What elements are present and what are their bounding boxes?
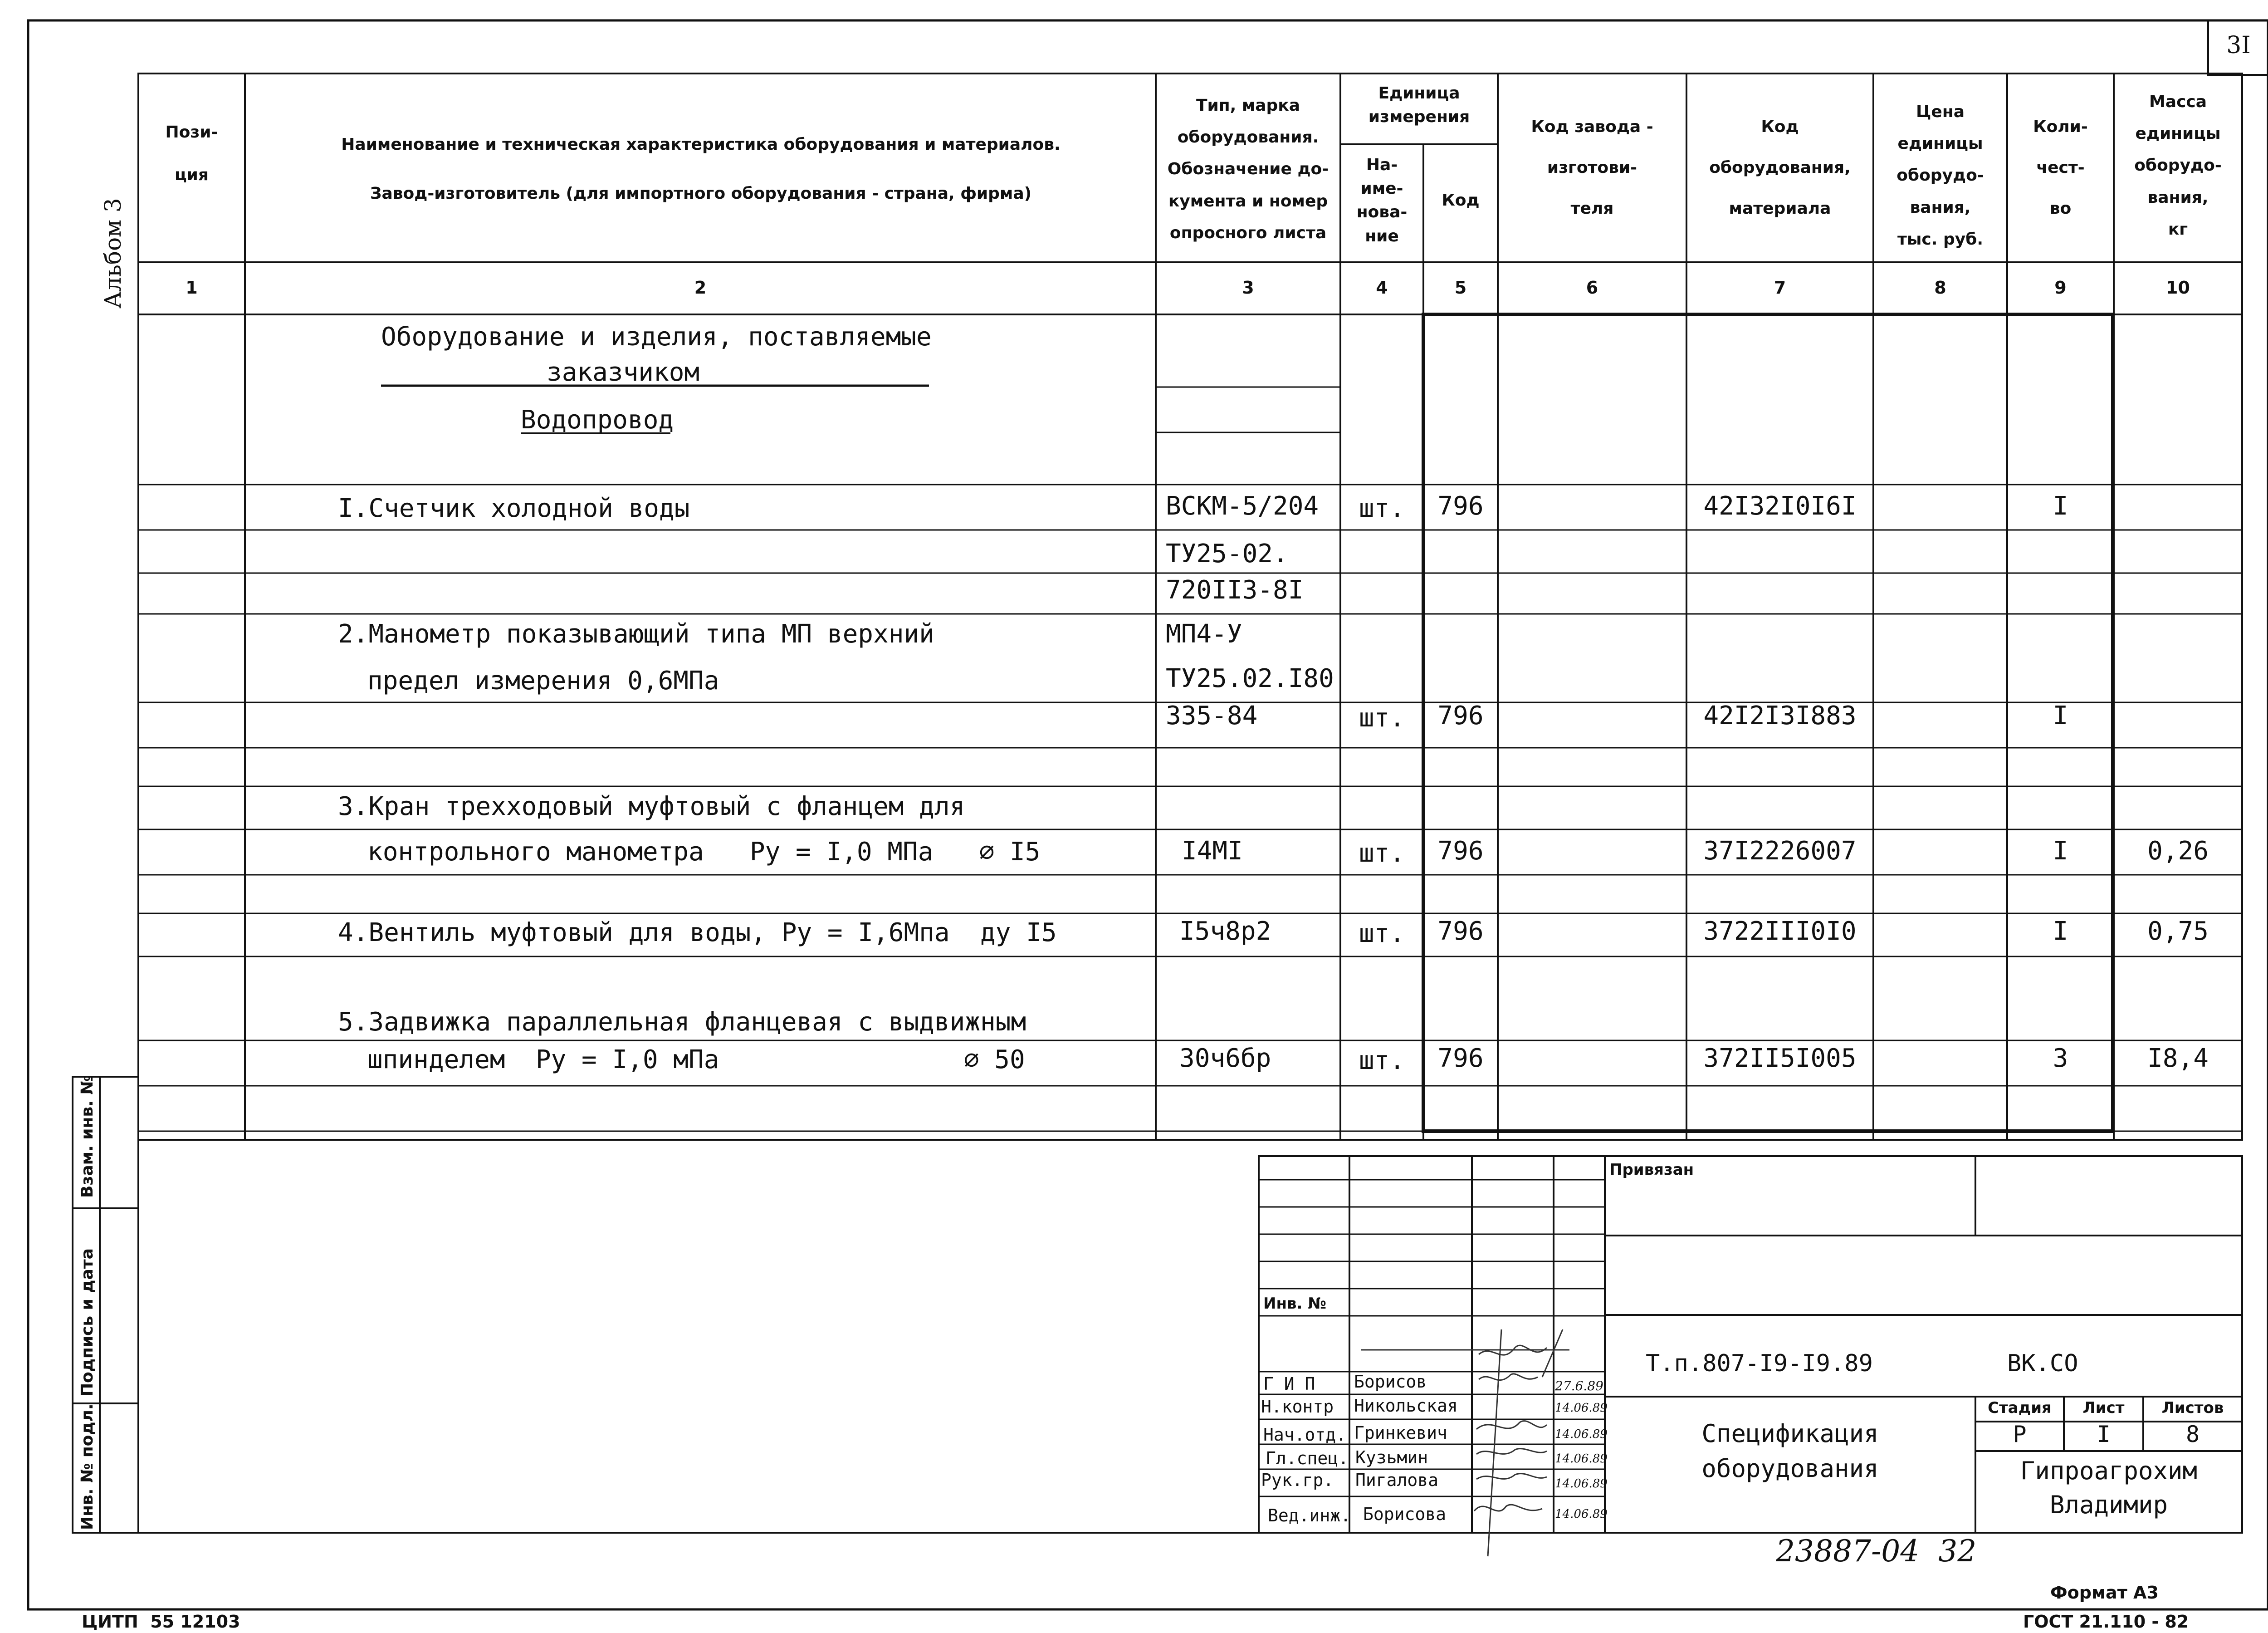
- page-number: 3I: [2226, 32, 2251, 59]
- table-row-name: I.Счетчик холодной воды: [338, 494, 690, 523]
- table-row-type: I4MI: [1182, 836, 1243, 866]
- table-row-name: 5.Задвижка параллельная фланцевая с выдвижным: [338, 1007, 1026, 1037]
- signatory-name: Борисова: [1363, 1504, 1447, 1524]
- table-row-name: шпинделем Ру = I,0 мПа ⌀ 50: [367, 1045, 1025, 1074]
- table-row-name: предел измерения 0,6МПа: [367, 666, 719, 696]
- format-label: Формат А3: [2050, 1583, 2159, 1603]
- signatory-role: Рук.гр.: [1261, 1470, 1334, 1490]
- archive-number: 23887-04 32: [1776, 1534, 1977, 1569]
- table-row-unit: шт.: [1359, 1046, 1405, 1075]
- footer-left-code: ЦИТП 55 12103: [82, 1612, 240, 1632]
- stamp-inv-orig: Инв. № подл.: [78, 1403, 97, 1530]
- col-num-6: 6: [1586, 278, 1598, 298]
- col-header-6: Код завода - изготови- теля: [1531, 118, 1653, 218]
- table-row-equip-code: 42I2I3I883: [1703, 701, 1857, 731]
- col-header-10: Масса единицы оборудо- вания, кг: [2134, 93, 2222, 239]
- signatory-date: 27.6.89: [1555, 1378, 1603, 1393]
- table-row-unit: шт.: [1359, 839, 1405, 868]
- table-row-type: 720II3-8I: [1166, 575, 1304, 605]
- table-row-mass: 0,26: [2147, 836, 2209, 866]
- table-row-unit: шт.: [1359, 919, 1405, 948]
- table-row-qty: I: [2053, 491, 2068, 521]
- org-line1: Гипроагрохим: [2020, 1456, 2198, 1485]
- table-row-qty: 3: [2053, 1044, 2068, 1073]
- sheets-label: Листов: [2161, 1399, 2224, 1417]
- table-row-type: ТУ25.02.I80: [1166, 664, 1334, 693]
- section-title-cont: заказчиком: [547, 358, 700, 387]
- table-row-type: МП4-У: [1166, 619, 1242, 649]
- table-row-type: ТУ25-02.: [1166, 539, 1288, 569]
- table-row-mass: I8,4: [2147, 1044, 2209, 1073]
- album-label: Альбом 3: [100, 198, 126, 309]
- col-num-1: 1: [186, 278, 198, 298]
- signatory-role: Гл.спец.: [1266, 1448, 1349, 1468]
- table-row-equip-code: 372II5I005: [1703, 1044, 1857, 1073]
- table-row-code: 796: [1437, 701, 1484, 731]
- table-row-code: 796: [1437, 836, 1484, 866]
- table-row-type: 30ч6бр: [1179, 1044, 1271, 1073]
- table-row-unit: шт.: [1359, 703, 1405, 733]
- table-row-qty: I: [2053, 701, 2068, 731]
- stage-value: Р: [2013, 1421, 2027, 1447]
- signatory-role: Г И П: [1263, 1374, 1315, 1394]
- col-num-7: 7: [1774, 278, 1786, 298]
- col-num-2: 2: [694, 278, 707, 298]
- unit-group-header: Единица измерения: [1368, 84, 1470, 127]
- table-row-type: ВСКМ-5/204: [1166, 491, 1319, 521]
- table-row-equip-code: 3722III0I0: [1703, 917, 1857, 946]
- footer-standard: ГОСТ 21.110 - 82: [2023, 1612, 2189, 1632]
- table-row-equip-code: 42I32I0I6I: [1703, 491, 1857, 521]
- doc-title-line2: оборудования: [1701, 1454, 1879, 1483]
- sheets-value: 8: [2185, 1421, 2200, 1447]
- table-row-name: 3.Кран трехходовый муфтовый с фланцем для: [338, 792, 965, 821]
- table-row-type: I5ч8р2: [1179, 917, 1271, 946]
- table-row-type: 335-84: [1166, 701, 1258, 731]
- col-num-10: 10: [2166, 278, 2190, 298]
- sheet-label: Лист: [2082, 1399, 2125, 1417]
- signatory-name: Никольская: [1354, 1396, 1458, 1416]
- table-row-name: 2.Манометр показывающий типа МП верхний: [338, 619, 934, 649]
- col-num-3: 3: [1242, 278, 1254, 298]
- stamp-replaced-inv: Взам. инв. №: [78, 1075, 97, 1198]
- stamp-sign-date: Подпись и дата: [78, 1248, 97, 1397]
- signatory-name: Борисов: [1354, 1372, 1427, 1392]
- bound-label: Привязан: [1609, 1161, 1694, 1179]
- signatory-name: Гринкевич: [1354, 1423, 1447, 1443]
- signatory-name: Пигалова: [1355, 1470, 1439, 1490]
- org-line2: Владимир: [2049, 1491, 2168, 1519]
- signatory-date: 14.06.89: [1555, 1401, 1608, 1415]
- col-num-8: 8: [1934, 278, 1946, 298]
- table-row-name: контрольного манометра Ру = I,0 МПа ⌀ I5: [367, 837, 1041, 867]
- sheet-value: I: [2097, 1421, 2111, 1447]
- section-title: Оборудование и изделия, поставляемые: [381, 322, 932, 352]
- inv-no-label: Инв. №: [1263, 1295, 1327, 1313]
- signatory-role: Нач.отд.: [1263, 1425, 1347, 1445]
- signatory-date: 14.06.89: [1555, 1507, 1608, 1521]
- table-row-code: 796: [1437, 917, 1484, 946]
- col-num-5: 5: [1454, 278, 1467, 298]
- table-row-unit: шт.: [1359, 494, 1405, 523]
- col-header-2: Наименование и техническая характеристика оборудования и материалов. Завод-изготовитель (для импортного оборудования - страна, фирма): [341, 135, 1061, 203]
- table-row-code: 796: [1437, 491, 1484, 521]
- doc-number: Т.п.807-I9-I9.89: [1646, 1350, 1873, 1377]
- table-row-code: 796: [1437, 1044, 1484, 1073]
- col-num-9: 9: [2054, 278, 2067, 298]
- col-header-9: Коли- чест- во: [2033, 118, 2088, 218]
- signatory-date: 14.06.89: [1555, 1477, 1608, 1491]
- table-row-equip-code: 37I2226007: [1703, 836, 1857, 866]
- stage-label: Стадия: [1988, 1399, 2052, 1417]
- col-num-4: 4: [1376, 278, 1388, 298]
- col-header-5: Код: [1442, 191, 1480, 210]
- signatory-date: 14.06.89: [1555, 1452, 1608, 1466]
- section-subtitle: Водопровод: [521, 405, 674, 435]
- signatory-role: Вед.инж.: [1268, 1505, 1351, 1525]
- doc-code: ВК.СО: [2007, 1350, 2078, 1377]
- col-header-1: Пози- ция: [165, 123, 218, 184]
- col-header-7: Код оборудования, материала: [1709, 118, 1851, 218]
- col-header-4: На- име- нова- ние: [1356, 156, 1408, 245]
- table-row-mass: 0,75: [2147, 917, 2209, 946]
- signatory-role: Н.контр: [1261, 1397, 1334, 1417]
- doc-title-line1: Спецификация: [1701, 1419, 1879, 1448]
- col-header-8: Цена единицы оборудо- вания, тыс. руб.: [1897, 103, 1984, 249]
- table-row-qty: I: [2053, 917, 2068, 946]
- signatory-date: 14.06.89: [1555, 1427, 1608, 1441]
- signatory-name: Кузьмин: [1355, 1447, 1428, 1467]
- col-header-3: Тип, марка оборудования. Обозначение до- кумента и номер опросного листа: [1167, 96, 1329, 242]
- table-row-qty: I: [2053, 836, 2068, 866]
- table-row-name: 4.Вентиль муфтовый для воды, Ру = I,6Мпа ду I5: [338, 918, 1057, 947]
